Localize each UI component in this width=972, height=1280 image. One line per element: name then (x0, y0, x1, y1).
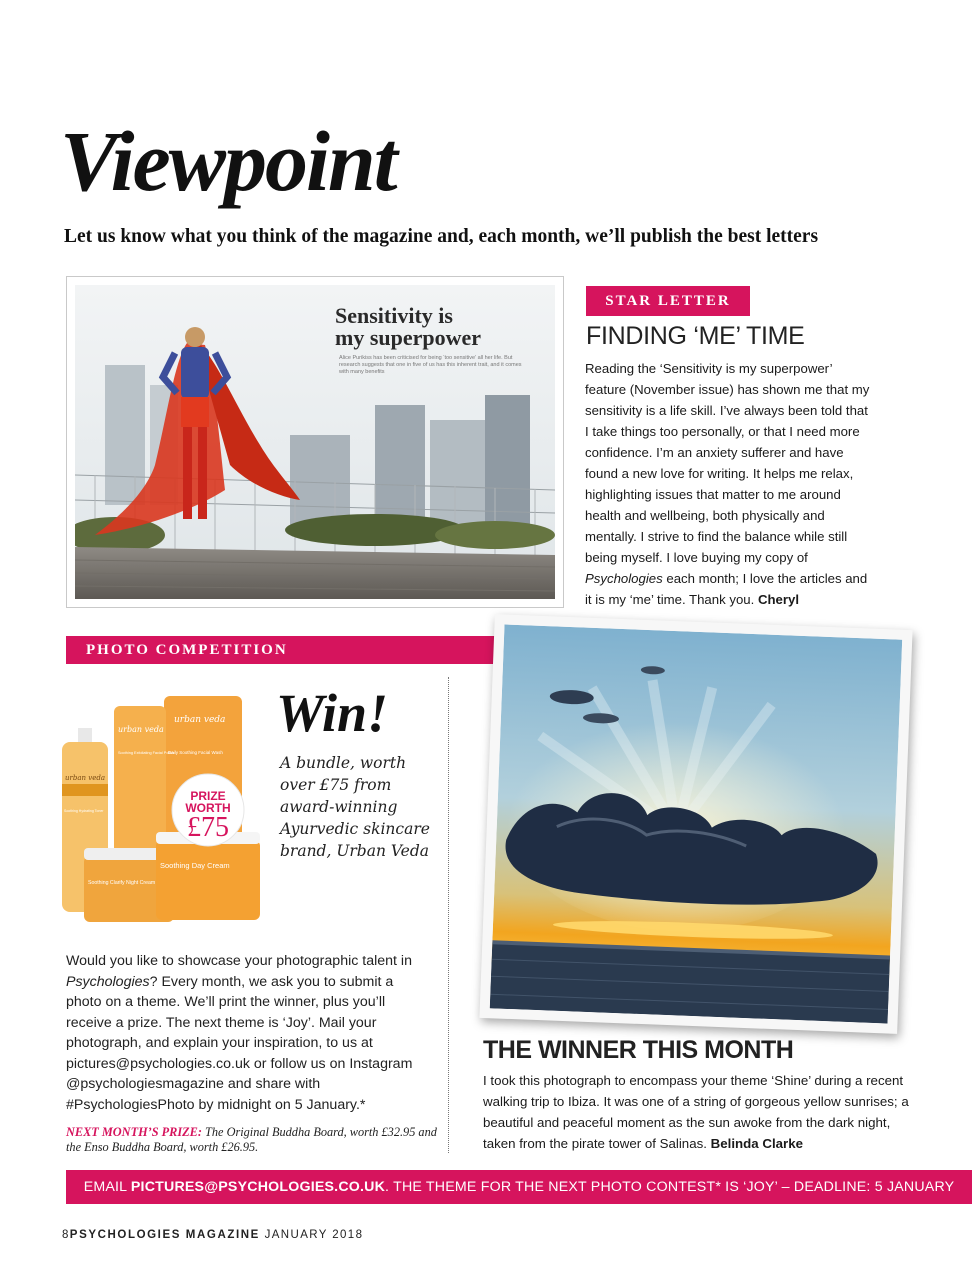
winner-photo-print (479, 614, 912, 1034)
column-divider (448, 677, 449, 1153)
product-label-polish: Soothing Exfoliating Facial Polish (118, 751, 175, 755)
star-letter-text-2: each month; I love the articles and it is my ‘me’ time. Thank you. (585, 571, 868, 607)
star-letter-label: STAR LETTER (586, 286, 750, 316)
spread-headline-line1: Sensitivity is (335, 303, 453, 328)
winner-author: Belinda Clarke (710, 1136, 804, 1151)
prize-badge-line1: PRIZE (190, 789, 226, 803)
star-letter-magazine-name: Psychologies (585, 571, 663, 586)
spread-deck: Alice Purikiss has been criticised for being ‘too sensitive’ all her life. But research suggests that one in five of us has this inherent trait, and it comes with many benefits (339, 355, 522, 375)
competition-text-1: Would you like to showcase your photographic talent in (66, 953, 412, 969)
magazine-name: PSYCHOLOGIES MAGAZINE (69, 1229, 260, 1241)
product-brand-3: urban veda (65, 774, 105, 782)
competition-magazine-name: Psychologies (66, 973, 150, 990)
win-description: A bundle, worth over £75 from award-winning Ayurvedic skincare brand, Urban Veda (280, 754, 430, 860)
winner-body (483, 1070, 923, 1154)
banner-email-link[interactable]: PICTURES@PSYCHOLOGIES.CO.UK (130, 1179, 386, 1195)
banner-prefix: EMAIL (83, 1179, 131, 1195)
page-subtitle: Let us know what you think of the magazine and, each month, we’ll publish the best letters (64, 226, 819, 247)
product-label-day-cream: Soothing Day Cream (160, 861, 230, 870)
next-month-prize (66, 1125, 446, 1155)
winner-heading: THE WINNER THIS MONTH (483, 1036, 794, 1064)
competition-text-2: ? Every month, we ask you to submit a photo on a theme. We’ll print the winner, plus you’ll receive a prize. The next theme is ‘Joy’. Mail your photograph, and explain your inspiration, to us at pictures@psychologies.co.uk or follow us on Instagram @psychologiesmagazine and share with #PsychologiesPhoto by midnight on 5 January.* (66, 973, 413, 1113)
winner-text: I took this photograph to encompass your theme ‘Shine’ during a recent walking trip to Ibiza. It was one of a string of gorgeous yellow sunrises; a beautiful and peaceful moment as the sun awoke from the dark night, taken from the pirate tower of Salinas. (483, 1073, 909, 1151)
email-banner (66, 1170, 972, 1204)
photo-competition-label: PHOTO COMPETITION (66, 636, 880, 664)
product-label-night-cream: Soothing Clarify Night Cream (88, 880, 156, 886)
banner-suffix: . THE THEME FOR THE NEXT PHOTO CONTEST* IS ‘JOY’ – DEADLINE: 5 JANUARY (385, 1179, 955, 1195)
page-folio (62, 1229, 363, 1241)
next-prize-label: NEXT MONTH’S PRIZE: (66, 1125, 202, 1139)
spread-headline-line2: my superpower (335, 325, 482, 350)
product-bundle-image (60, 688, 274, 934)
page-number: 8 (62, 1229, 70, 1241)
competition-body (66, 951, 426, 1115)
prize-badge-amount: £75 (187, 812, 229, 843)
day-cream-jar (156, 840, 260, 920)
spread-headline (335, 305, 555, 349)
product-brand-2: urban veda (118, 725, 164, 734)
magazine-spread-image (66, 276, 564, 608)
sunrise-photo (490, 625, 902, 1024)
star-letter-heading: FINDING ‘ME’ TIME (586, 322, 805, 350)
issue-date: JANUARY 2018 (264, 1229, 364, 1241)
product-brand-1: urban veda (174, 715, 226, 725)
skincare-products-illustration (60, 688, 274, 934)
product-label-toner: Soothing Hydrating Toner (64, 809, 104, 813)
product-label-wash: Daily Soothing Facial Wash (168, 750, 223, 755)
win-heading: Win! (276, 683, 389, 743)
star-letter-body (585, 358, 875, 610)
next-prize-text: The Original Buddha Board, worth £32.95 and the Enso Buddha Board, worth £26.95. (66, 1125, 437, 1154)
star-letter-text-1: Reading the ‘Sensitivity is my superpower’ feature (November issue) has shown me that my sensitivity is a life skill. I’ve always been told that I take things too personally, or that I need more confidence. I’m an anxiety sufferer and have found a new love for writing. It helps me relax, highlighting issues that matter to me around health and wellbeing, both physically and mentally. I strive to find the balance while still being myself. I love buying my copy of (585, 361, 870, 565)
star-letter-author: Cheryl (757, 592, 799, 607)
prize-badge-line2: WORTH (185, 801, 231, 815)
page-title: Viewpoint (60, 113, 396, 209)
